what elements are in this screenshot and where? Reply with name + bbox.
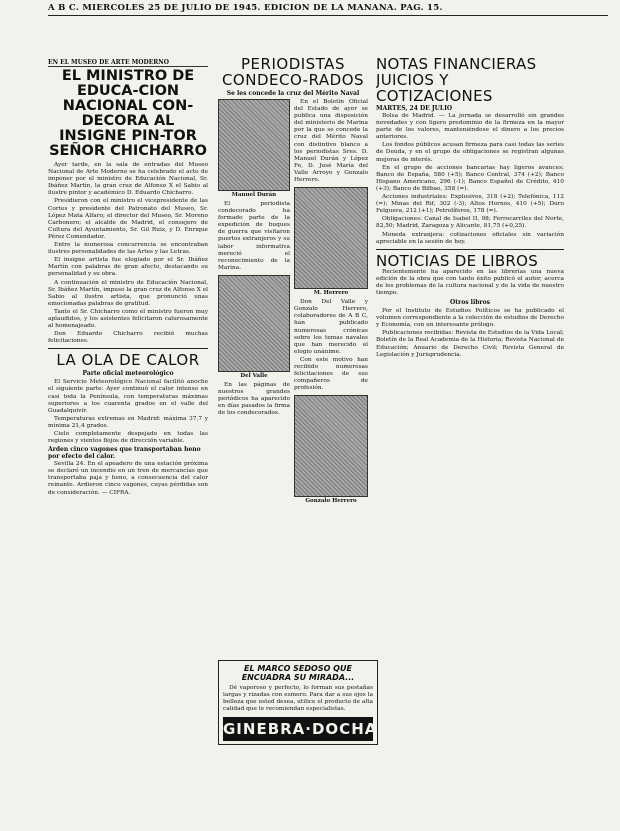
portrait-photo (294, 187, 368, 289)
ad-brand: GINEBRA·DOCHA (223, 717, 373, 741)
article-paragraph: Temperaturas extremas en Madrid: máxima 37,7 y mínima 21,4 grados. (48, 415, 208, 429)
photo-caption: M. Herrero (313, 290, 349, 297)
article-paragraph: Sevilla 24. En el apeadero de una estación próxima se declaró un incendio en un tren de mercancías que transportaba paja y heno, a consecuencia del calor reinante. Ardieron cinco vagones, cuyas pérdidas son de consideración. — CIFRA. (48, 461, 208, 496)
article-paragraph: Presidieron con el ministro el vicepresidente de las Cortes y presidente del Patronato del Museo, Sr. López Mata Alfaro; el director del Museo, Sr. Moreno Carbonero; el alcalde de Madrid, el consejero de Cultura del Ayuntamiento, Sr. Gil Ruiz, y D. Enrique Pérez Comendador. (48, 198, 208, 240)
article-paragraph: Bolsa de Madrid. — La jornada se desarrolló sin grandes novedades y con ligero predominio de la firmeza en la mayor parte de los valores, manteniéndose el dinero a los precios anteriores. (376, 113, 564, 141)
portrait-photo (218, 275, 290, 372)
column-left (48, 59, 208, 819)
article-paragraph: En las páginas de nuestros grandes periódicos ha aparecido en días pasados la firma de los condecorados. (218, 381, 290, 417)
article-paragraph: A continuación el ministro de Educación Nacional, Sr. Ibáñez Martín, impuso la gran cruz de Alfonso X el Sabio al ilustre artista, que pronunció unas emocionadas palabras de gratitud. (48, 279, 208, 307)
article-paragraph: Obligaciones: Canal de Isabel II, 98; Ferrocarriles del Norte, 82,50; Madrid, Zaragoza y Alicante, 81,75 (+0,25). (376, 216, 564, 230)
article-paragraph: Acciones industriales: Explosivos, 318 (+2); Telefónica, 112 (=); Minas del Rif, 302 (-3); Altos Hornos, 410 (+5); Duro Felguera, 212 (+1); Petrolíferos, 178 (=). (376, 194, 564, 215)
column-right (376, 56, 564, 816)
kicker-museo: EN EL MUSEO DE ARTE MODERNO (48, 59, 208, 67)
article-paragraph: Don Eduardo Chicharro recibió muchas felicitaciones. (48, 331, 208, 345)
article-paragraph: En el Boletín Oficial del Estado de ayer se publica una disposición del ministerio de Marina por la que se concede la cruz del Mérito Naval con distintivo blanco a los periodistas Sres. D. Manuel Durán y López Fe, D. José María del Valle Arroyo y Gonzalo Herrero. (294, 99, 368, 184)
headline-ola-de-calor: LA OLA DE CALOR (56, 351, 200, 370)
article-paragraph: El insigne artista fue elogiado por el Sr. Ibáñez Martín con palabras de gran afecto, destacando su personalidad y su obra. (48, 257, 208, 278)
photo-caption: Gonzalo Herrero (305, 498, 357, 505)
article-paragraph: Don Del Valle y Gonzalo Herrero, colaboradores de A B C, han publicado numerosas crónicas sobre los temas navales que han merecido el elogio unánime. (294, 299, 368, 355)
divider (48, 348, 208, 349)
ad-title: EL MARCO SEDOSO QUE ENCUADRA SU MIRADA... (241, 664, 355, 682)
subheadline-otros-libros: Otros libros (450, 299, 490, 307)
column-middle (218, 56, 368, 656)
date-line: MARTES, 24 DE JULIO (376, 105, 453, 112)
photo-caption: Del Valle (240, 372, 268, 379)
article-paragraph: Por el Instituto de Estudios Políticos se ha publicado el volumen correspondiente a la colección de estudios de Derecho y Economía, con un interesante prólogo. (376, 308, 564, 329)
article-paragraph: Con este motivo han recibido numerosas felicitaciones de sus compañeros de profesión. (294, 356, 368, 392)
divider (376, 249, 564, 250)
headline-periodistas: PERIODISTAS CONDECO-RADOS (221, 56, 365, 89)
headline-ministro: EL MINISTRO DE EDUCA-CION NACIONAL CON-DECORA AL INSIGNE PIN-TOR SEÑOR CHICHARRO (49, 68, 207, 159)
article-paragraph: Entre la numerosa concurrencia se encontraban ilustres personalidades de las Artes y las Letras. (48, 242, 208, 256)
advertisement (218, 660, 378, 745)
article-paragraph: Publicaciones recibidas: Revista de Estudios de la Vida Local; Boletín de la Real Academia de la Historia; Revista Nacional de Educación; Anuario de Derecho Civil; Revista General de Legislación y Jurisprudencia. (376, 330, 564, 358)
headline-noticias-libros: NOTICIAS DE LIBROS (376, 251, 539, 270)
portrait-photo (294, 395, 368, 497)
masthead: A B C. MIERCOLES 25 DE JULIO DE 1945. EDICION DE LA MAÑANA. PAG. 15. (48, 3, 608, 16)
article-paragraph: Cielo completamente despejado en todas las regiones y vientos flojos de dirección variable. (48, 431, 208, 445)
article-paragraph: Los fondos públicos acusan firmeza para casi todas las series de Deuda, y en el grupo de obligaciones se registran algunas mejoras de interés. (376, 142, 564, 163)
article-paragraph: El periodista condecorado ha formado parte de la expedición de buques de guerra que visitaron puertos extranjeros y su labor informativa mereció el reconocimiento de la Marina. (218, 201, 290, 271)
headline-notas-financieras: NOTAS FINANCIERAS JUICIOS Y COTIZACIONES (376, 56, 537, 105)
subheadline-parte: Parte oficial meteorológico (82, 370, 174, 378)
article-paragraph: El Servicio Meteorológico Nacional facilitó anoche el siguiente parte: Ayer continuó el calor intenso en casi toda la Península, con temperaturas máximas superiores a los cuarenta grados en el valle del Guadalquivir. (48, 379, 208, 414)
article-paragraph: Moneda extranjera: cotizaciones oficiales sin variación apreciable en la sesión de hoy. (376, 231, 564, 245)
subheadline-vagones: Arden cinco vagones que transportaban heno por efecto del calor. (48, 446, 201, 461)
portrait-photo (218, 99, 290, 191)
photo-caption: Manuel Durán (231, 192, 277, 198)
article-paragraph: Tanto el Sr. Chicharro como el ministro fueron muy aplaudidos, y los asistentes felicitaron calurosamente al homenajeado. (48, 308, 208, 330)
subheadline-merito-naval: Se les concede la cruz del Mérito Naval (226, 90, 360, 97)
article-paragraph: En el grupo de acciones bancarias hay ligeros avances; Banco de España, 580 (+5); Banco Central, 374 (+2); Banco Hispano Americano, 296 (-1); Banco Español de Crédito, 410 (+3); Banco de Bilbao, 358 (=). (376, 164, 564, 192)
article-paragraph: Ayer tarde, en la sala de entradas del Museo Nacional de Arte Moderno se ha celebrado el acto de imponer por el ministro de Educación Nacional, Sr. Ibáñez Martín, la gran cruz de Alfonso X el Sabio al ilustre pintor y académico D. Eduardo Chicharro. (48, 162, 208, 197)
ad-text: Dé vaporoso y perfecto, lo forman sus pestañas largas y rizadas con esmero. Para dar a sus ojos la belleza que usted desea, utilice el producto de alta calidad que le recomiendan especialistas. (223, 685, 373, 713)
article-paragraph: Recientemente ha aparecido en las librerías una nueva edición de la obra que con tanto éxito publicó el autor, acerca de los problemas de la cultura nacional y de la vida de nuestro tiempo. (376, 268, 564, 296)
